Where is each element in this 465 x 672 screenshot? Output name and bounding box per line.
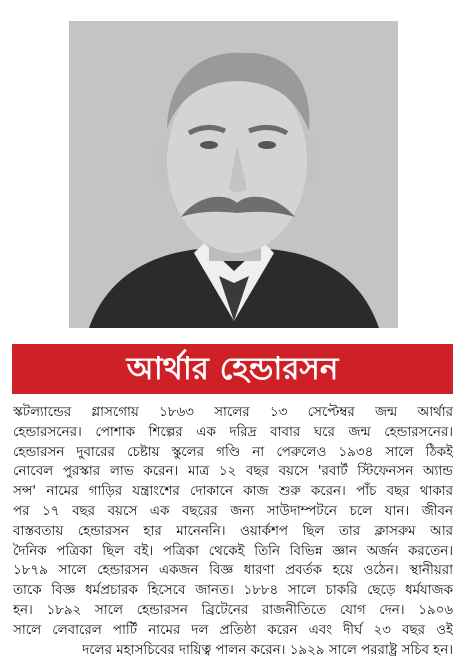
article-line: পর ১৭ বছর বয়সে এক বছরের জন্য সাউদাম্পটনে চলে যান। জীবন xyxy=(13,503,453,519)
title-banner xyxy=(12,344,453,394)
article-line: হন। ১৮৯২ সালে হেন্ডারসন ব্রিটেনের রাজনীতিতে যোগ দেন। ১৯০৬ xyxy=(13,602,453,618)
article-line: দৈনিক পত্রিকা ছিল বই। পত্রিকা থেকেই তিনি বিভিন্ন জ্ঞান অর্জন করতেন। xyxy=(13,543,453,559)
page-title: আর্থার হেন্ডারসন xyxy=(126,351,339,387)
article-line: স্কটল্যান্ডের গ্লাসগোয় ১৮৬৩ সালের ১৩ সেপ্টেম্বর জন্ম আর্থার xyxy=(13,405,453,420)
article-line: ১৮৭৯ সালে হেন্ডারসন একজন বিজ্ঞ ধারণা প্রবর্তক হয়ে ওঠেন। স্থানীয়রা xyxy=(13,563,453,579)
article-line: তাকে বিজ্ঞ ধর্মপ্রচারক হিসেবে জানত। ১৮৮৪ সালে চাকরি ছেড়ে ধর্মযাজক xyxy=(13,583,453,599)
article-line: হেন্ডারসন দুবারের চেষ্টায় স্কুলের গণ্ডি না পেরুলেও ১৯৩৪ সালে ঠিকই xyxy=(13,444,453,460)
article-body xyxy=(13,403,453,665)
article-line: সালে লেবারেল পার্টি নামের দল প্রতিষ্ঠা করেন এবং দীর্ঘ ২৩ বছর ওই xyxy=(13,622,453,638)
portrait-icon xyxy=(69,21,398,328)
article-line: নোবেল পুরস্কার লাভ করেন। মাত্র ১২ বছর বয়সে 'রবার্ট স্টিফেনসন অ্যান্ড xyxy=(13,464,453,480)
article-line: সন্স' নামের গাড়ির যন্ত্রাংশের দোকানে কাজ শুরু করেন। পাঁচ বছর থাকার xyxy=(13,484,453,500)
article-line: দলের মহাসচিবের দায়িত্ব পালন করেন। ১৯২৯ সালে পররাষ্ট্র সচিব হন। xyxy=(82,642,453,658)
article-line: বাস্তবতায় হেন্ডারসন হার মানেননি। ওয়ার্কশপ ছিল তার ক্লাসরুম আর xyxy=(13,523,453,539)
article-line: হেন্ডারসনের। পোশাক শিল্পের এক দরিদ্র বাবার ঘরে জন্ম হেন্ডারসনের। xyxy=(13,424,453,440)
portrait-photo xyxy=(69,21,398,328)
